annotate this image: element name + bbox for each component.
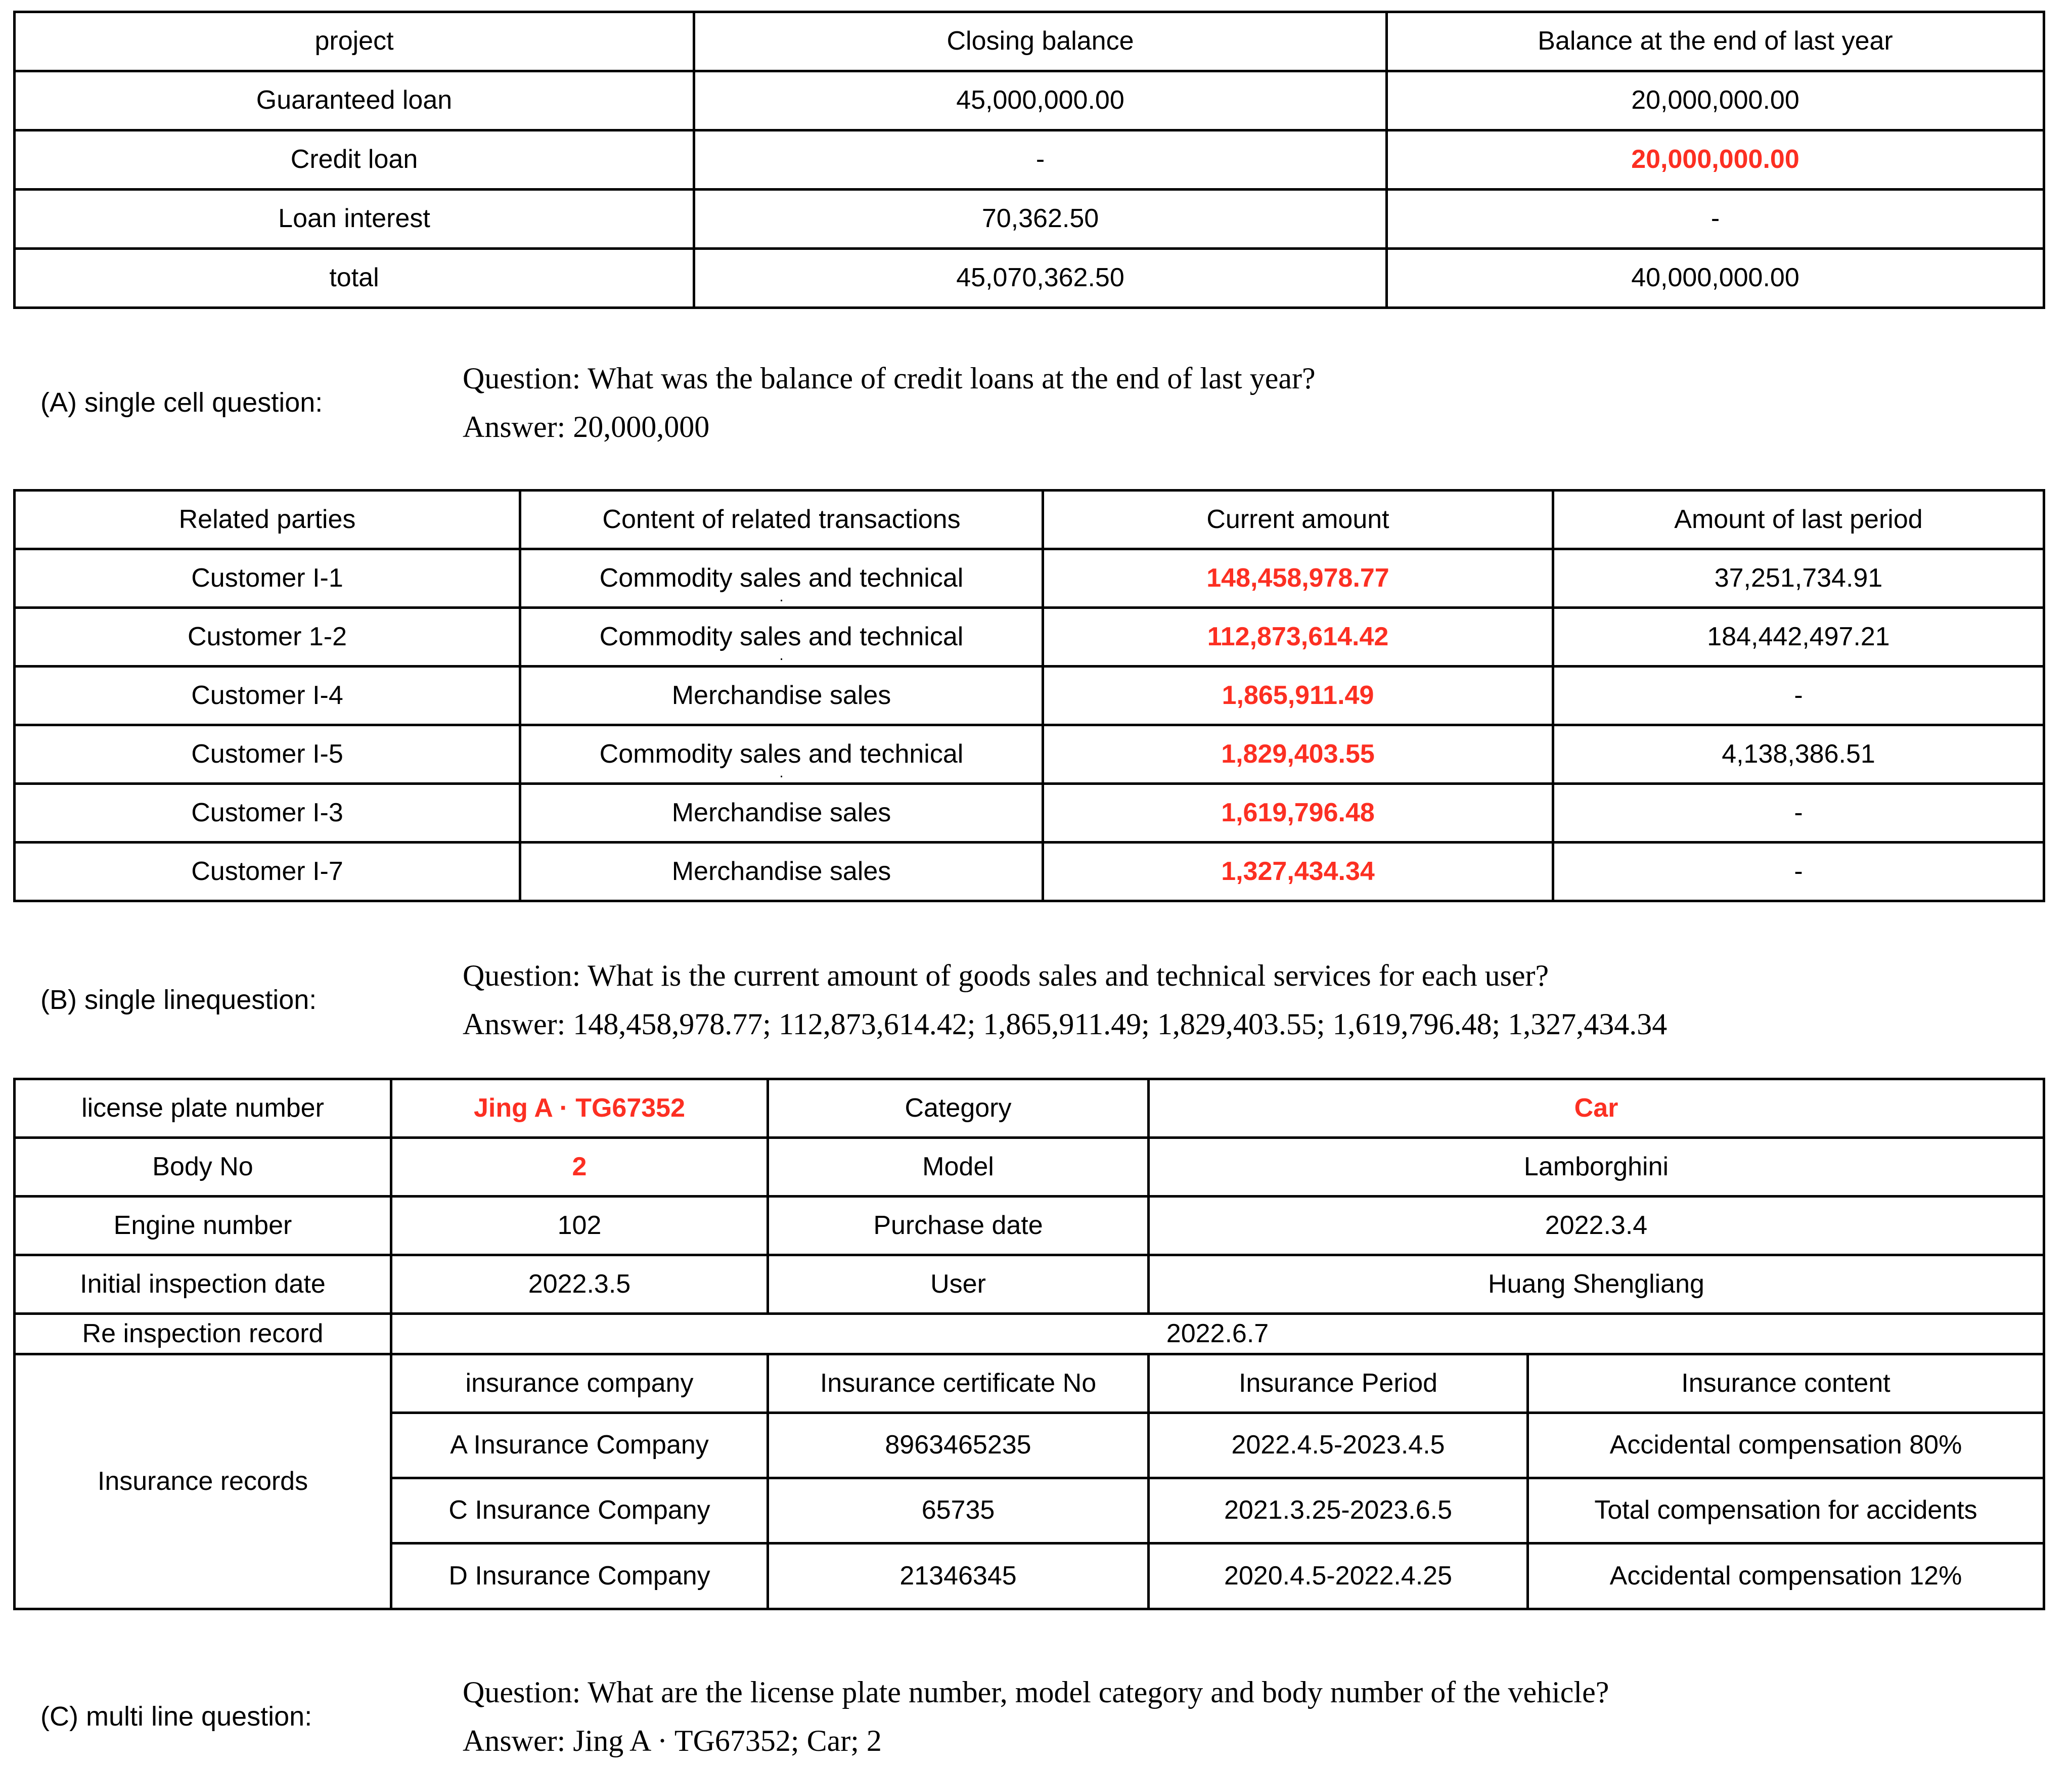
- table-row: [15, 725, 2044, 784]
- qa-label: (C) multi line question:: [40, 1701, 312, 1732]
- table-row: [15, 71, 2044, 130]
- highlighted-cell: 1,829,403.55: [1043, 725, 1553, 784]
- column-header: project: [15, 12, 694, 71]
- row-label: Insurance records: [15, 1354, 391, 1609]
- row-label: Purchase date: [768, 1197, 1149, 1255]
- highlighted-cell: Car: [1149, 1079, 2044, 1138]
- table-cell: 21346345: [768, 1543, 1149, 1609]
- answer-text: Answer: 20,000,000: [463, 410, 710, 444]
- row-label: User: [768, 1255, 1149, 1314]
- row-label: Credit loan: [15, 130, 694, 190]
- highlighted-cell: 1,619,796.48: [1043, 784, 1553, 843]
- table-row: [15, 1079, 2044, 1138]
- row-label: Customer I-4: [15, 667, 520, 725]
- column-header: Balance at the end of last year: [1387, 12, 2044, 71]
- column-header: Closing balance: [694, 12, 1387, 71]
- table-cell: 45,070,362.50: [694, 249, 1387, 308]
- qa-label: (B) single linequestion:: [40, 984, 317, 1015]
- table-cell: 8963465235: [768, 1413, 1149, 1478]
- row-label: Customer I-7: [15, 843, 520, 901]
- table-row: [15, 608, 2044, 667]
- table-cell: Total compensation for accidents: [1528, 1478, 2044, 1543]
- table-cell: -: [1387, 190, 2044, 249]
- table-row: [15, 549, 2044, 608]
- table-cell: 2022.4.5-2023.4.5: [1149, 1413, 1528, 1478]
- row-label: Re inspection record: [15, 1314, 391, 1354]
- highlighted-cell: 148,458,978.77: [1043, 549, 1553, 608]
- question-text: Question: What was the balance of credit loans at the end of last year?: [463, 362, 1316, 395]
- table-cell: 2022.3.4: [1149, 1197, 2044, 1255]
- table-cell: 184,442,497.21: [1553, 608, 2044, 667]
- highlighted-cell: 2: [391, 1138, 768, 1197]
- row-label: Body No: [15, 1138, 391, 1197]
- table-cell: 45,000,000.00: [694, 71, 1387, 130]
- row-label: Loan interest: [15, 190, 694, 249]
- table-cell: 2021.3.25-2023.6.5: [1149, 1478, 1528, 1543]
- row-label: Category: [768, 1079, 1149, 1138]
- highlighted-cell: 20,000,000.00: [1387, 130, 2044, 190]
- table-row: [15, 667, 2044, 725]
- table-row: [15, 1314, 2044, 1354]
- column-header: Insurance Period: [1149, 1354, 1528, 1413]
- wrapped-period: .: [779, 647, 784, 664]
- column-header: Current amount: [1043, 491, 1553, 549]
- table-cell: 20,000,000.00: [1387, 71, 2044, 130]
- row-label: Initial inspection date: [15, 1255, 391, 1314]
- column-header: Content of related transactions: [520, 491, 1043, 549]
- table-cell: D Insurance Company: [391, 1543, 768, 1609]
- qa-text: [463, 354, 1316, 451]
- table-cell: 70,362.50: [694, 190, 1387, 249]
- table-cell: Commodity sales and technical .: [520, 725, 1043, 784]
- table-row: [15, 130, 2044, 190]
- column-header: Amount of last period: [1553, 491, 2044, 549]
- table-cell: Accidental compensation 80%: [1528, 1413, 2044, 1478]
- table-row: [15, 784, 2044, 843]
- question-text: Question: What are the license plate number, model category and body number of the vehicle?: [463, 1675, 1609, 1709]
- highlighted-cell: Jing A · TG67352: [391, 1079, 768, 1138]
- answer-text: Answer: 148,458,978.77; 112,873,614.42; 1,865,911.49; 1,829,403.55; 1,619,796.48; 1,327,434.34: [463, 1007, 1668, 1041]
- highlighted-cell: 1,327,434.34: [1043, 843, 1553, 901]
- highlighted-cell: 112,873,614.42: [1043, 608, 1553, 667]
- table-cell: 2020.4.5-2022.4.25: [1149, 1543, 1528, 1609]
- table-cell: Merchandise sales: [520, 667, 1043, 725]
- table-cell: 65735: [768, 1478, 1149, 1543]
- column-header: Related parties: [15, 491, 520, 549]
- question-text: Question: What is the current amount of goods sales and technical services for each user?: [463, 959, 1549, 992]
- qa-text: [463, 951, 1667, 1048]
- table-row: [15, 1197, 2044, 1255]
- table-row: [15, 190, 2044, 249]
- table-cell: Merchandise sales: [520, 843, 1043, 901]
- answer-text: Answer: Jing A · TG67352; Car; 2: [463, 1724, 882, 1757]
- table-row: [15, 843, 2044, 901]
- loan-balance-table: [13, 11, 2045, 309]
- related-transactions-table: [13, 489, 2045, 902]
- row-label: Model: [768, 1138, 1149, 1197]
- row-label: Engine number: [15, 1197, 391, 1255]
- table-cell: Huang Shengliang: [1149, 1255, 2044, 1314]
- wrapped-period: .: [779, 588, 784, 605]
- row-label: Customer I-3: [15, 784, 520, 843]
- table-cell: -: [1553, 667, 2044, 725]
- row-label: license plate number: [15, 1079, 391, 1138]
- qa-block-c: [40, 1668, 1609, 1765]
- qa-text: [463, 1668, 1609, 1765]
- qa-label: (A) single cell question:: [40, 387, 323, 418]
- table-cell: Commodity sales and technical .: [520, 549, 1043, 608]
- table-row: [15, 1138, 2044, 1197]
- column-header: insurance company: [391, 1354, 768, 1413]
- column-header: Insurance content: [1528, 1354, 2044, 1413]
- row-label: Guaranteed loan: [15, 71, 694, 130]
- table-cell: A Insurance Company: [391, 1413, 768, 1478]
- table-cell: 37,251,734.91: [1553, 549, 2044, 608]
- vehicle-registration-table: [13, 1078, 2045, 1610]
- table-row: [15, 249, 2044, 308]
- table-cell: Merchandise sales: [520, 784, 1043, 843]
- row-label: Customer I-1: [15, 549, 520, 608]
- table-cell: 4,138,386.51: [1553, 725, 2044, 784]
- table-cell: -: [1553, 843, 2044, 901]
- table-cell: -: [694, 130, 1387, 190]
- table-cell: Lamborghini: [1149, 1138, 2044, 1197]
- column-header: Insurance certificate No: [768, 1354, 1149, 1413]
- table-header-row: [15, 12, 2044, 71]
- table-cell: 2022.3.5: [391, 1255, 768, 1314]
- qa-block-b: [40, 951, 1667, 1048]
- table-cell: -: [1553, 784, 2044, 843]
- row-label: total: [15, 249, 694, 308]
- highlighted-cell: 1,865,911.49: [1043, 667, 1553, 725]
- table-header-row: [15, 1354, 2044, 1413]
- table-row: [15, 1255, 2044, 1314]
- table-cell: C Insurance Company: [391, 1478, 768, 1543]
- table-cell: Accidental compensation 12%: [1528, 1543, 2044, 1609]
- table-cell: 2022.6.7: [391, 1314, 2044, 1354]
- qa-block-a: [40, 354, 1316, 451]
- row-label: Customer 1-2: [15, 608, 520, 667]
- table-header-row: [15, 491, 2044, 549]
- table-cell: 40,000,000.00: [1387, 249, 2044, 308]
- row-label: Customer I-5: [15, 725, 520, 784]
- table-cell: 102: [391, 1197, 768, 1255]
- table-cell: Commodity sales and technical .: [520, 608, 1043, 667]
- wrapped-period: .: [779, 764, 784, 781]
